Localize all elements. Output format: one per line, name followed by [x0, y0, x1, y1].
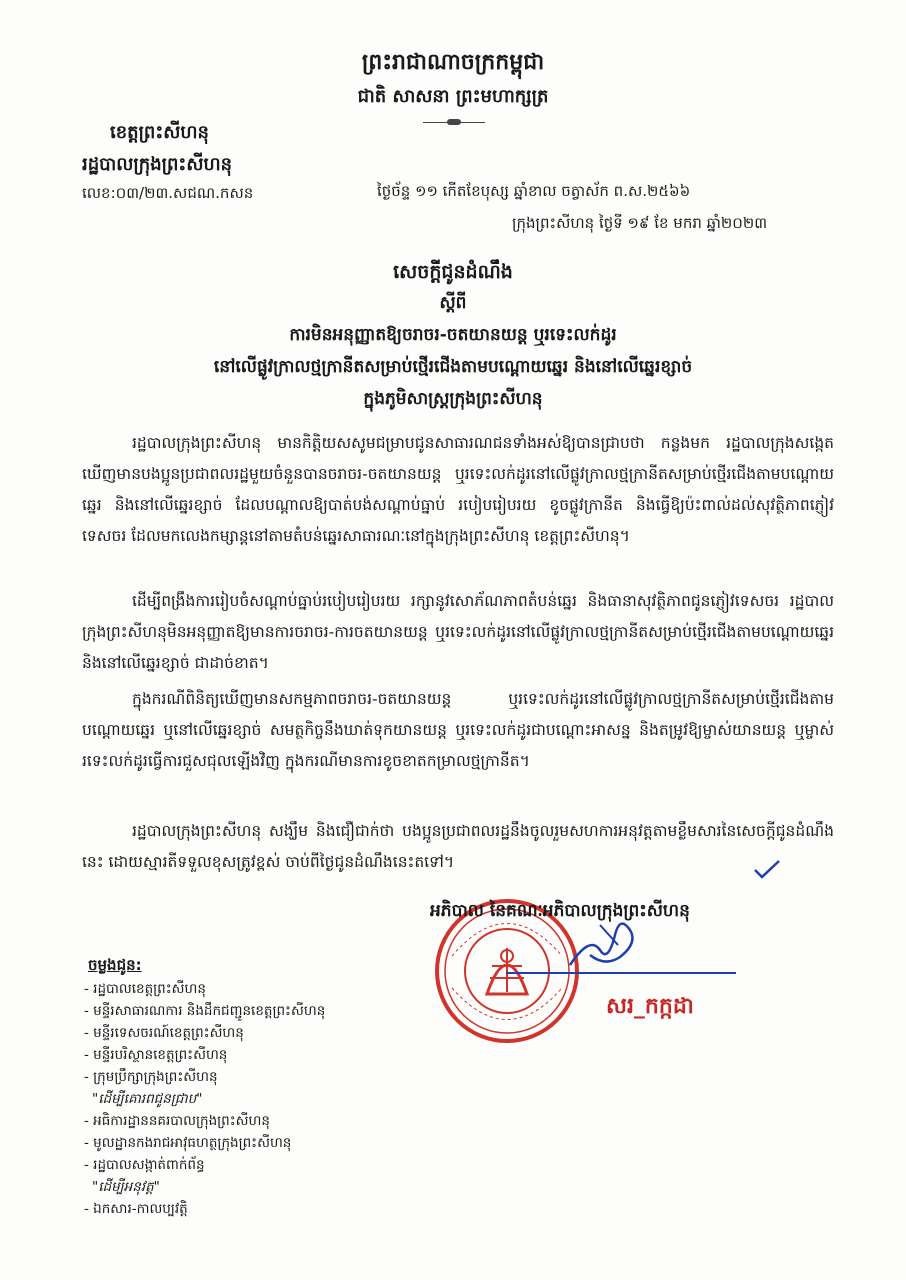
- kingdom-title: ព្រះរាជាណាចក្រកម្ពុជា: [361, 50, 545, 75]
- body-paragraph: រដ្ឋបាលក្រុងព្រះសីហនុ មានកិត្តិយសសូមជម្រាបជូនសាធារណជនទាំងអស់ឱ្យបានជ្រាបថា កន្លងមក រដ្ឋបាលក្រុងសង្កេតឃើញមានបងប្អូនប្រជាពលរដ្ឋមួយចំនួនបានចរាចរ-ចតយានយន្ត ឬរទេះលក់ដូរនៅលើផ្លូវក្រាលថ្មក្រានីតសម្រាប់ថ្មើរជើងតាមបណ្តោយឆ្នេរ និងនៅលើឆ្នេរខ្សាច់ ដែលបណ្តាលឱ្យបាត់បង់សណ្តាប់ធ្នាប់ របៀបរៀបរយ ខូចផ្លូវក្រានីត និងធ្វើឱ្យប៉ះពាល់ដល់សុវត្ថិភាពភ្ញៀវទេសចរ ដែលមកលេងកម្សាន្តនៅតាមតំបន់ឆ្នេរសាធារណៈនៅក្នុងក្រុងព្រះសីហនុ ខេត្តព្រះសីហនុ។: [82, 434, 834, 545]
- signature-underline: [506, 972, 736, 974]
- list-item: - ក្រុមប្រឹក្សាក្រុងព្រះសីហនុ: [84, 1069, 218, 1085]
- list-item: - ឯកសារ-កាលប្បវត្តិ: [84, 1201, 188, 1217]
- document-type: សេចក្តីជូនដំណឹង: [393, 261, 513, 283]
- handwritten-signature-icon: [560, 905, 650, 975]
- list-item: - មូលដ្ឋានកងរាជអាវុធហត្ថក្រុងព្រះសីហនុ: [84, 1135, 292, 1151]
- subject-line: ក្នុងភូមិសាស្ត្រក្រុងព្រះសីហនុ: [363, 389, 543, 409]
- reference-number: លេខ:០៣/២៣.សជណ.កសន: [82, 184, 254, 202]
- administration-name: រដ្ឋបាលក្រុងព្រះសីហនុ: [82, 154, 233, 175]
- list-item: - អធិការដ្ឋាននគរបាលក្រុងព្រះសីហនុ: [84, 1113, 270, 1129]
- cc-list: [84, 978, 444, 1220]
- body-paragraph: ដើម្បីពង្រឹងការរៀបចំសណ្តាប់ធ្នាប់របៀបរៀបរយ រក្សានូវសោភ័ណភាពតំបន់ឆ្នេរ និងធានាសុវត្ថិភាពជូនភ្ញៀវទេសចរ រដ្ឋបាលក្រុងព្រះសីហនុមិនអនុញ្ញាតឱ្យមានការចរាចរ-ការចតយានយន្ត ឬរទេះលក់ដូរនៅលើផ្លូវក្រាលថ្មក្រានីតសម្រាប់ថ្មើរជើងតាមបណ្តោយឆ្នេរ និងនៅលើឆ្នេរខ្សាច់ ជាដាច់ខាត។: [82, 592, 834, 672]
- list-item: - រដ្ឋបាលខេត្តព្រះសីហនុ: [84, 981, 206, 997]
- about-label: ស្តីពី: [439, 293, 467, 313]
- check-mark-icon: [752, 858, 782, 880]
- body-paragraph: រដ្ឋបាលក្រុងព្រះសីហនុ សង្ឃឹម និងជឿជាក់ថា បងប្អូនប្រជាពលរដ្ឋនឹងចូលរួមសហការអនុវត្តតាមខ្លឹមសារនៃសេចក្តីជូនដំណឹងនេះ ដោយស្មារតីទទួលខុសត្រូវខ្ពស់ ចាប់ពីថ្ងៃជូនដំណឹងនេះតទៅ។: [82, 822, 834, 871]
- national-motto: ជាតិ សាសនា ព្រះមហាក្សត្រ: [357, 86, 549, 107]
- province-name: ខេត្តព្រះសីហនុ: [110, 122, 209, 143]
- list-item: - មន្ទីរទេសចរណ៍ខេត្តព្រះសីហនុ: [84, 1025, 244, 1041]
- list-item: - មន្ទីរសាធារណការ និងដឹកជញ្ជូនខេត្តព្រះសីហនុ: [84, 1003, 326, 1019]
- list-note: "ដើម្បីអនុវត្ត": [92, 1179, 160, 1195]
- cc-title: ចម្លងជូន:: [88, 956, 142, 974]
- subject-line: ការមិនអនុញ្ញាតឱ្យចរាចរ-ចតយានយន្ត ឬរទេះលក់ដូរ: [289, 325, 617, 345]
- signatory-name: សរ_កក្កដា: [606, 994, 694, 1019]
- solar-date: ក្រុងព្រះសីហនុ ថ្ងៃទី ១៩ ខែ មករា ឆ្នាំ២០២៣: [512, 214, 768, 232]
- list-item: - មន្ទីរបរិស្ថានខេត្តព្រះសីហនុ: [84, 1047, 228, 1063]
- subject-line: នៅលើផ្លូវក្រាលថ្មក្រានីតសម្រាប់ថ្មើរជើងតាមបណ្តោយឆ្នេរ និងនៅលើឆ្នេរខ្សាច់: [213, 357, 693, 377]
- signatory-title: អភិបាល នៃគណៈអភិបាលក្រុងព្រះសីហនុ: [430, 901, 690, 921]
- body-paragraph: ក្នុងករណីពិនិត្យឃើញមានសកម្មភាពចរាចរ-ចតយានយន្ត ឬរទេះលក់ដូរនៅលើផ្លូវក្រាលថ្មក្រានីតសម្រាប់ថ្មើរជើងតាមបណ្តោយឆ្នេរ ឬនៅលើឆ្នេរខ្សាច់ សមត្ថកិច្ចនឹងឃាត់ទុកយានយន្ត ឬរទេះលក់ដូរជាបណ្តោះអាសន្ន និងតម្រូវឱ្យម្ចាស់យានយន្ត ឬម្ចាស់រទេះលក់ដូរធ្វើការជួសជុលឡើងវិញ ក្នុងករណីមានការខូចខាតកម្រាលថ្មក្រានីត។: [82, 690, 834, 770]
- header-divider: [423, 122, 485, 123]
- lunar-date: ថ្ងៃច័ន្ទ ១១ កើតខែបុស្ស ឆ្នាំខាល ចត្វាស័ក ព.ស.២៥៦៦: [377, 182, 691, 200]
- list-note: "ដើម្បីគោរពជូនជ្រាប": [92, 1091, 203, 1107]
- list-item: - រដ្ឋបាលសង្កាត់ពាក់ព័ន្ធ: [84, 1157, 205, 1173]
